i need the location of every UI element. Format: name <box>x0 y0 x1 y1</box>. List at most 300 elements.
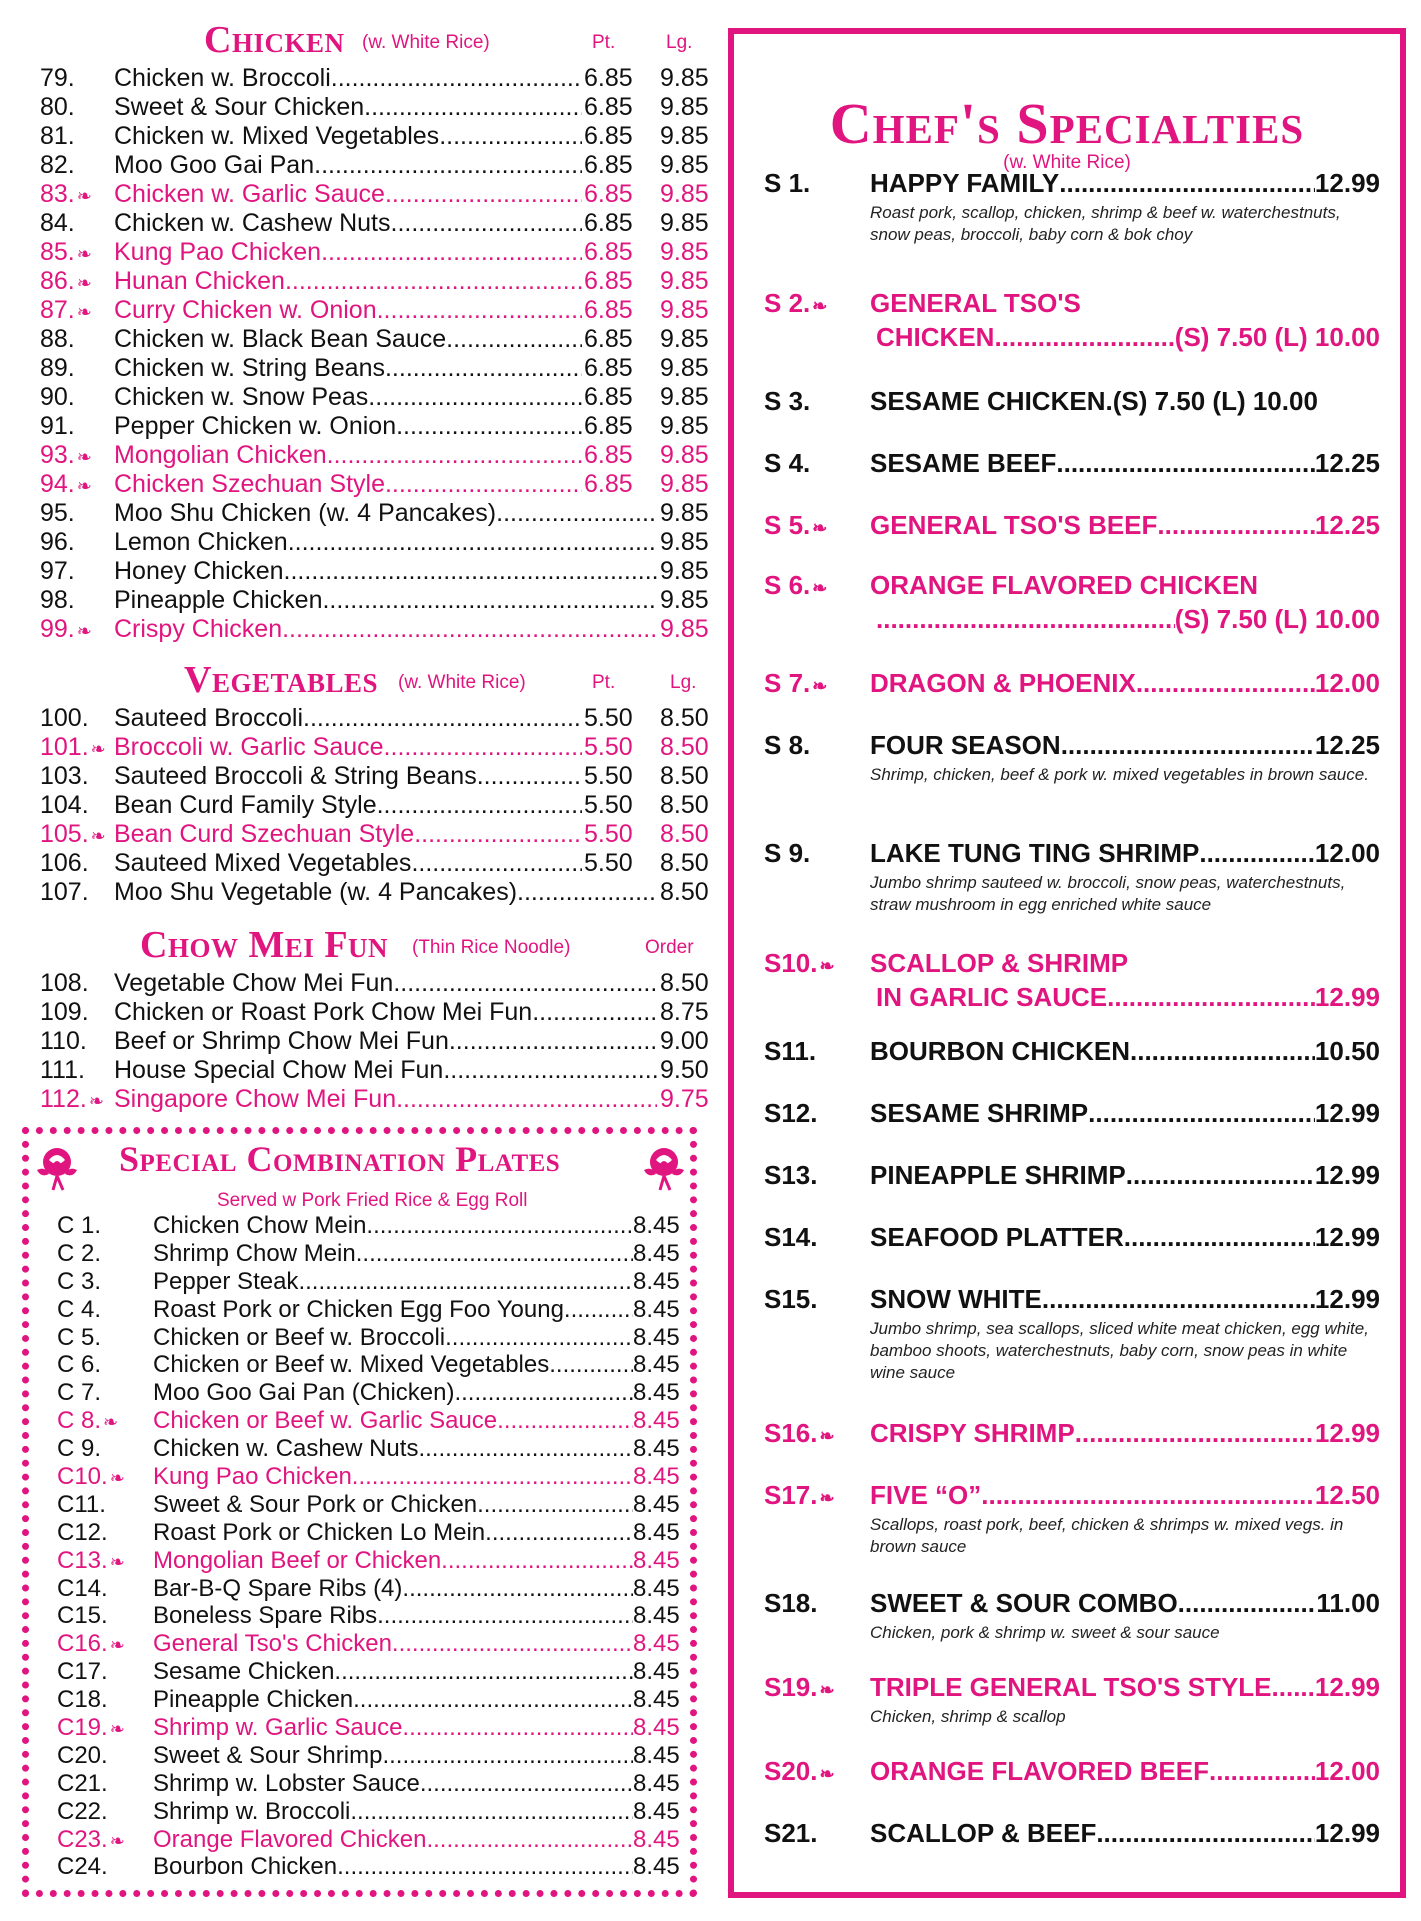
hot-pepper-icon: ❧ <box>76 273 92 293</box>
item-number: 82. <box>40 151 75 179</box>
specialty-name-wrap <box>870 568 1380 602</box>
chowmeifun-subtitle: (Thin Rice Noodle) <box>412 937 571 958</box>
specialty-name: HAPPY FAMILY <box>870 168 1060 198</box>
combo-number: C18. <box>57 1686 108 1714</box>
menu-item-row <box>22 1056 709 1085</box>
hot-pepper-icon: ❧ <box>819 1680 835 1700</box>
combo-number: C17. <box>57 1658 108 1686</box>
price-large: 9.85 <box>660 209 709 237</box>
dot-leader <box>1126 1158 1315 1192</box>
item-name-wrap <box>114 412 582 441</box>
dot-leader <box>1042 1282 1315 1316</box>
price-large: 9.85 <box>660 64 709 92</box>
combo-name: Chicken Chow Mein <box>153 1212 367 1239</box>
specialty-description: Jumbo shrimp, sea scallops, sliced white meat chicken, egg white, bamboo shoots, waterchestnuts, baby corn, snow peas in white wine sauce <box>870 1319 1369 1382</box>
hot-pepper-icon: ❧ <box>812 578 828 598</box>
specialty-price: 12.00 <box>1314 838 1380 868</box>
price-large: 9.85 <box>660 528 709 556</box>
combo-price: 8.45 <box>633 1686 680 1714</box>
combo-name: Pepper Steak <box>153 1267 299 1295</box>
specialty-name-wrap <box>870 666 1380 700</box>
price-large: 8.50 <box>660 762 709 790</box>
price-large: 9.85 <box>660 412 709 440</box>
specialty-description: Chicken, shrimp & scallop <box>870 1707 1066 1726</box>
item-name: Honey Chicken <box>114 557 284 585</box>
specialty-description: Chicken, pork & shrimp w. sweet & sour sauce <box>870 1623 1220 1642</box>
specialty-price: (S) 7.50 (L) 10.00 <box>1174 322 1380 352</box>
combo-name: Shrimp Chow Mein <box>153 1239 356 1267</box>
item-name: Vegetable Chow Mei Fun <box>114 969 394 997</box>
item-name-wrap <box>114 791 582 820</box>
item-name-wrap <box>114 209 582 238</box>
price-pint: 6.85 <box>584 267 633 295</box>
dot-leader <box>1096 1816 1315 1850</box>
specialty-name-cont: CHICKEN <box>876 322 995 352</box>
price-large: 9.85 <box>660 441 709 469</box>
menu-item-row <box>22 180 709 209</box>
combo-price: 8.45 <box>633 1741 680 1769</box>
price-pint: 6.85 <box>584 325 633 353</box>
item-name-wrap <box>114 64 582 93</box>
specialty-name: FIVE “O” <box>870 1480 982 1510</box>
combo-item-row <box>29 1240 689 1268</box>
specialty-number: S 4. <box>764 448 811 478</box>
price-order: 8.50 <box>660 969 709 997</box>
dot-leader <box>1124 1220 1315 1254</box>
hot-pepper-icon: ❧ <box>819 956 835 976</box>
hot-pepper-icon: ❧ <box>819 1426 835 1446</box>
dot-leader <box>485 1519 633 1547</box>
combo-item-row <box>29 1435 689 1463</box>
combo-name: Roast Pork or Chicken Egg Foo Young <box>153 1295 564 1323</box>
item-name-wrap <box>114 998 657 1027</box>
item-name: Chicken w. Snow Peas <box>114 383 369 411</box>
item-name: Pepper Chicken w. Onion <box>114 412 397 440</box>
vegetables-col-pt: Pt. <box>592 672 616 693</box>
menu-item-row <box>22 151 709 180</box>
hot-pepper-icon: ❧ <box>109 1830 125 1851</box>
specialty-price: 12.99 <box>1314 1160 1380 1190</box>
combo-item-row <box>29 1630 689 1658</box>
item-number: 85. ❧ <box>40 238 92 266</box>
item-name: Hunan Chicken <box>114 267 285 295</box>
menu-item-row <box>22 1027 709 1056</box>
specialty-price: 12.99 <box>1314 1418 1380 1448</box>
price-pint: 6.85 <box>584 122 633 150</box>
combo-number: C21. <box>57 1769 108 1797</box>
dot-leader <box>392 1630 633 1658</box>
left-column <box>22 18 709 1114</box>
price-order: 9.00 <box>660 1027 709 1055</box>
combo-item-row <box>29 1519 689 1547</box>
price-pint: 6.85 <box>584 180 633 208</box>
combo-name-wrap <box>153 1407 633 1435</box>
menu-item-row <box>22 238 709 267</box>
dot-leader <box>1209 1754 1315 1788</box>
specialty-description: Roast pork, scallop, chicken, shrimp & beef w. waterchestnuts, snow peas, broccoli, baby corn & bok choy <box>870 203 1341 244</box>
combo-price: 8.45 <box>633 1658 680 1686</box>
specialty-number: S 7. ❧ <box>764 668 828 698</box>
combo-item-row <box>29 1658 689 1686</box>
dot-leader <box>497 1407 633 1435</box>
item-number: 86. ❧ <box>40 267 92 295</box>
specialty-price: 12.00 <box>1314 668 1380 698</box>
combo-number: C19. ❧ <box>57 1714 125 1742</box>
combo-name-wrap <box>153 1658 633 1686</box>
item-name: Chicken w. Broccoli <box>114 64 331 92</box>
hot-pepper-icon: ❧ <box>76 476 92 496</box>
chicken-col-lg: Lg. <box>666 32 693 53</box>
combo-item-row <box>29 1212 689 1240</box>
specialty-name-wrap <box>870 1586 1380 1620</box>
menu-item-row <box>22 586 709 615</box>
dot-leader <box>385 470 582 499</box>
dot-leader <box>314 151 582 180</box>
specialty-number: S18. <box>764 1588 818 1618</box>
combo-item-row <box>29 1798 689 1826</box>
combo-name-wrap <box>153 1602 633 1630</box>
dot-leader <box>396 412 582 441</box>
price-large: 9.85 <box>660 383 709 411</box>
menu-item-row <box>22 849 709 878</box>
combo-price: 8.45 <box>633 1630 680 1658</box>
combo-number: C20. <box>57 1741 108 1769</box>
item-number: 99. ❧ <box>40 615 92 643</box>
item-name-wrap <box>114 1085 657 1114</box>
item-name: Crispy Chicken <box>114 615 283 643</box>
dot-leader <box>449 1027 657 1056</box>
combo-item-row <box>29 1351 689 1379</box>
menu-item-row <box>22 383 709 412</box>
specialty-price: 12.99 <box>1314 1098 1380 1128</box>
specialty-price: 12.99 <box>1314 1672 1380 1702</box>
dot-leader <box>454 1379 633 1407</box>
combo-item-row <box>29 1770 689 1798</box>
dot-leader <box>414 820 582 849</box>
specialty-number: S 1. <box>764 168 811 198</box>
price-large: 9.85 <box>660 470 709 498</box>
dot-leader <box>439 122 582 151</box>
combo-name-wrap <box>153 1630 633 1658</box>
combo-name: Sweet & Sour Shrimp <box>153 1741 383 1769</box>
combo-number: C13. ❧ <box>57 1546 125 1574</box>
dot-leader <box>445 1324 633 1352</box>
item-name-wrap <box>114 557 657 586</box>
item-number: 95. <box>40 499 75 527</box>
hot-pepper-icon: ❧ <box>76 186 92 206</box>
item-name-wrap <box>114 325 582 354</box>
specialty-price: 12.50 <box>1314 1480 1380 1510</box>
rose-icon-right <box>638 1140 690 1192</box>
specialty-number: S15. <box>764 1284 818 1314</box>
item-number: 104. <box>40 791 89 819</box>
item-name: Curry Chicken w. Onion <box>114 296 377 324</box>
chefs-specialties-box <box>728 28 1406 1898</box>
combo-name-wrap <box>153 1770 633 1798</box>
specialty-name-wrap <box>870 1754 1380 1788</box>
dot-leader <box>337 1853 633 1881</box>
menu-item-row <box>22 528 709 557</box>
menu-item-row <box>22 998 709 1027</box>
combo-price: 8.45 <box>633 1714 680 1742</box>
price-pint: 5.50 <box>584 791 633 819</box>
item-number: 79. <box>40 64 75 92</box>
dot-leader <box>418 1435 633 1463</box>
item-number: 94. ❧ <box>40 470 92 498</box>
combo-number: C16. ❧ <box>57 1630 125 1658</box>
dot-leader <box>496 499 657 528</box>
combo-name-wrap <box>153 1491 633 1519</box>
combo-price: 8.45 <box>633 1351 680 1379</box>
dot-leader <box>350 1798 633 1826</box>
dot-leader <box>402 1575 633 1603</box>
dot-leader <box>420 1770 633 1798</box>
specialty-number: S 6. ❧ <box>764 570 828 600</box>
combo-price: 8.45 <box>633 1267 680 1295</box>
item-number: 108. <box>40 969 89 997</box>
specialty-number: S 8. <box>764 730 811 760</box>
combo-name: Chicken or Beef w. Mixed Vegetables <box>153 1351 550 1379</box>
item-name-wrap <box>114 267 582 296</box>
item-name: Sweet & Sour Chicken <box>114 93 365 121</box>
item-name: Chicken w. Mixed Vegetables <box>114 122 440 150</box>
dot-leader <box>288 528 657 557</box>
specialty-price: 10.50 <box>1314 1036 1380 1066</box>
combo-number: C 5. <box>57 1323 102 1351</box>
item-name-wrap <box>114 93 582 122</box>
chowmeifun-col-order: Order <box>645 937 694 958</box>
item-number: 81. <box>40 122 75 150</box>
combo-name-wrap <box>153 1686 633 1714</box>
combo-number: C 4. <box>57 1295 102 1323</box>
dot-leader <box>334 1658 633 1686</box>
combo-price: 8.45 <box>633 1602 680 1630</box>
combination-subtitle: Served w Pork Fried Rice & Egg Roll <box>217 1190 528 1211</box>
specialty-number: S 3. <box>764 386 811 416</box>
menu-item-row <box>22 354 709 383</box>
dot-leader <box>549 1351 633 1379</box>
dot-leader <box>1107 980 1315 1014</box>
combo-name-wrap <box>153 1268 633 1296</box>
combo-name-wrap <box>153 1463 633 1491</box>
dot-leader <box>352 1463 633 1491</box>
combo-price: 8.45 <box>633 1490 680 1518</box>
combo-name-wrap <box>153 1435 633 1463</box>
specialty-number: S11. <box>764 1036 817 1066</box>
specialty-name: SCALLOP & BEEF <box>870 1818 1097 1848</box>
dot-leader <box>382 1742 633 1770</box>
dot-leader <box>321 238 582 267</box>
menu-item-row <box>22 267 709 296</box>
vegetables-title: Vegetables <box>184 659 379 701</box>
item-number: 101. ❧ <box>40 733 106 761</box>
hot-pepper-icon: ❧ <box>819 1488 835 1508</box>
price-large: 8.50 <box>660 704 709 732</box>
dot-leader <box>981 1478 1315 1512</box>
dot-leader <box>532 998 657 1027</box>
specialty-name: FOUR SEASON <box>870 730 1061 760</box>
item-name-wrap <box>114 354 582 383</box>
menu-item-row <box>22 878 709 907</box>
combo-name-wrap <box>153 1240 633 1268</box>
dot-leader <box>1088 1096 1315 1130</box>
dot-leader <box>377 791 582 820</box>
combo-number: C12. <box>57 1518 108 1546</box>
specialty-price: 12.99 <box>1314 982 1380 1012</box>
dot-leader <box>377 296 582 325</box>
combo-name: Moo Goo Gai Pan (Chicken) <box>153 1379 455 1407</box>
dot-leader <box>402 1714 633 1742</box>
combo-name: Bourbon Chicken <box>153 1853 338 1881</box>
price-large: 9.85 <box>660 267 709 295</box>
combo-number: C 2. <box>57 1239 102 1267</box>
dot-leader <box>385 180 582 209</box>
dot-leader <box>282 615 657 644</box>
chefs-specialties-title: Chef's Specialties <box>829 91 1305 156</box>
item-number: 97. <box>40 557 75 585</box>
specialty-number: S21. <box>764 1818 818 1848</box>
price-large: 8.50 <box>660 878 709 906</box>
item-name: Moo Shu Chicken (w. 4 Pancakes) <box>114 499 497 527</box>
combo-item-row <box>29 1463 689 1491</box>
price-large: 9.85 <box>660 122 709 150</box>
item-number: 90. <box>40 383 75 411</box>
dot-leader <box>322 586 657 615</box>
item-number: 88. <box>40 325 75 353</box>
combo-number: C 7. <box>57 1379 102 1407</box>
item-name-wrap <box>114 820 582 849</box>
price-large: 9.85 <box>660 180 709 208</box>
specialty-name-cont: IN GARLIC SAUCE <box>876 982 1108 1012</box>
combo-name-wrap <box>153 1826 633 1854</box>
item-name: Chicken or Roast Pork Chow Mei Fun <box>114 998 533 1026</box>
hot-pepper-icon: ❧ <box>109 1719 125 1740</box>
item-name-wrap <box>114 441 582 470</box>
menu-item-row <box>22 122 709 151</box>
item-name: Chicken w. Black Bean Sauce <box>114 325 447 353</box>
specialty-name-wrap <box>870 508 1380 542</box>
combo-name: Shrimp w. Broccoli <box>153 1797 351 1825</box>
specialty-name: SESAME BEEF <box>870 448 1057 478</box>
combo-item-row <box>29 1686 689 1714</box>
price-pint: 6.85 <box>584 441 633 469</box>
dot-leader <box>331 64 582 93</box>
menu-item-row <box>22 412 709 441</box>
combo-price: 8.45 <box>633 1323 680 1351</box>
menu-item-row <box>22 704 709 733</box>
price-pint: 6.85 <box>584 64 633 92</box>
hot-pepper-icon: ❧ <box>109 1468 125 1489</box>
combo-name: Boneless Spare Ribs <box>153 1602 378 1630</box>
price-pint: 5.50 <box>584 762 633 790</box>
combo-name: Mongolian Beef or Chicken <box>153 1546 442 1574</box>
item-name-wrap <box>114 704 582 733</box>
hot-pepper-icon: ❧ <box>90 826 106 846</box>
item-name-wrap <box>114 1027 657 1056</box>
hot-pepper-icon: ❧ <box>812 676 828 696</box>
specialty-name-wrap <box>870 836 1380 870</box>
combo-number: C15. <box>57 1602 108 1630</box>
specialty-price: (S) 7.50 (L) 10.00 <box>1112 386 1318 416</box>
combination-title: Special Combination Plates <box>119 1139 561 1179</box>
dot-leader <box>1075 1416 1315 1450</box>
combo-number: C 6. <box>57 1351 102 1379</box>
item-name: Sauteed Mixed Vegetables <box>114 849 412 877</box>
specialty-price: 11.00 <box>1316 1588 1380 1618</box>
hot-pepper-icon: ❧ <box>109 1551 125 1572</box>
item-name-wrap <box>114 733 582 762</box>
item-name: Chicken w. String Beans <box>114 354 385 382</box>
specialty-price: 12.25 <box>1314 510 1380 540</box>
combo-name-wrap <box>153 1379 633 1407</box>
combo-item-row <box>29 1296 689 1324</box>
combo-item-row <box>29 1324 689 1352</box>
combo-number: C 8. ❧ <box>57 1407 119 1435</box>
item-number: 83. ❧ <box>40 180 92 208</box>
dot-leader <box>1272 1670 1315 1704</box>
item-name: House Special Chow Mei Fun <box>114 1056 444 1084</box>
dot-leader <box>994 320 1174 354</box>
chowmeifun-header <box>22 923 700 969</box>
item-number: 89. <box>40 354 75 382</box>
price-pint: 6.85 <box>584 151 633 179</box>
price-large: 9.85 <box>660 557 709 585</box>
price-pint: 6.85 <box>584 412 633 440</box>
dot-leader <box>1059 166 1315 200</box>
item-number: 110. <box>40 1027 87 1055</box>
item-name: Mongolian Chicken <box>114 441 327 469</box>
item-name-wrap <box>114 528 657 557</box>
dot-leader <box>356 1240 633 1268</box>
combo-name: Pineapple Chicken <box>153 1686 354 1714</box>
combo-price: 8.45 <box>633 1825 680 1853</box>
dot-leader <box>1056 446 1315 480</box>
price-large: 9.85 <box>660 499 709 527</box>
specialty-number: S16. ❧ <box>764 1418 835 1448</box>
specialty-name-wrap <box>870 1670 1380 1704</box>
chowmeifun-title: Chow Mei Fun <box>140 924 389 966</box>
vegetables-header <box>22 658 700 704</box>
dot-leader <box>426 1826 633 1854</box>
dot-leader <box>441 1547 633 1575</box>
combo-item-row <box>29 1742 689 1770</box>
chowmeifun-list <box>22 969 709 1114</box>
hot-pepper-icon: ❧ <box>103 1412 119 1433</box>
item-name: Sauteed Broccoli & String Beans <box>114 762 477 790</box>
item-number: 111. <box>40 1056 85 1084</box>
specialty-number: S20. ❧ <box>764 1756 835 1786</box>
specialty-line2 <box>876 602 1380 636</box>
specialty-name-wrap <box>870 446 1380 480</box>
combo-price: 8.45 <box>633 1574 680 1602</box>
price-large: 8.50 <box>660 849 709 877</box>
item-number: 84. <box>40 209 75 237</box>
menu-item-row <box>22 791 709 820</box>
dot-leader <box>393 969 657 998</box>
specialty-description: Shrimp, chicken, beef & pork w. mixed vegetables in brown sauce. <box>870 765 1369 784</box>
item-name-wrap <box>114 499 657 528</box>
price-pint: 6.85 <box>584 93 633 121</box>
item-name: Bean Curd Family Style <box>114 791 377 819</box>
menu-item-row <box>22 93 709 122</box>
specialty-price: 12.99 <box>1314 1222 1380 1252</box>
specialty-name-wrap <box>870 1034 1380 1068</box>
item-name-wrap <box>114 586 657 615</box>
menu-item-row <box>22 64 709 93</box>
dot-leader <box>1061 728 1315 762</box>
item-name: Singapore Chow Mei Fun <box>114 1085 397 1113</box>
dot-leader <box>353 1686 633 1714</box>
